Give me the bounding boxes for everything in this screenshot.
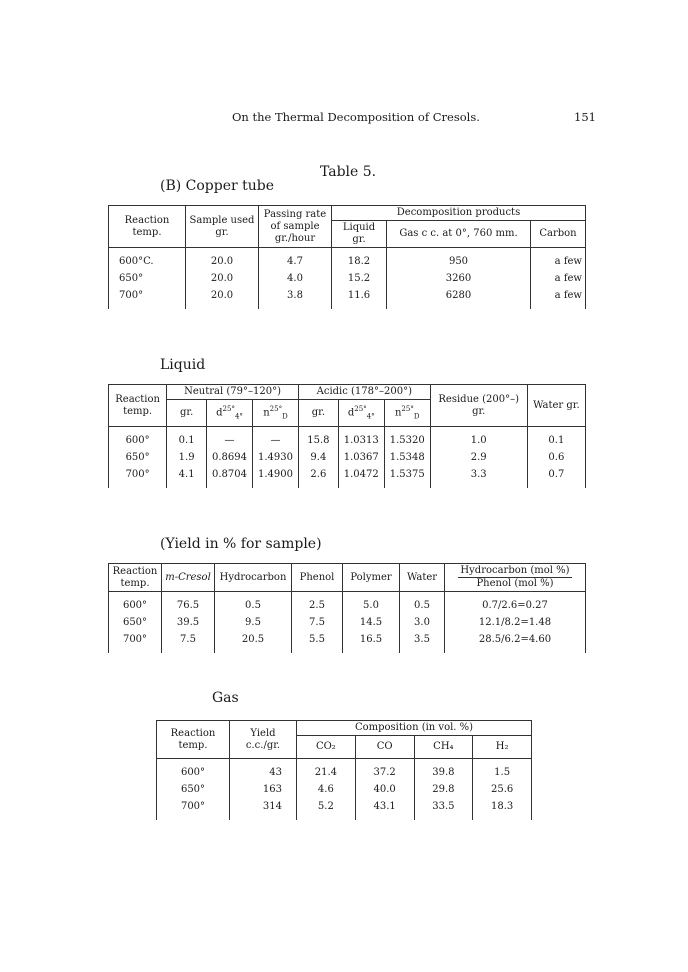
- col-header-ratio: Hydrocarbon (mol %) Phenol (mol %): [445, 564, 586, 592]
- liquid-title: Liquid: [160, 357, 206, 373]
- col-header-neutral-density: $d^{25^\circ}_{4^\circ}$: [207, 400, 253, 427]
- col-header-yield: Yield c.c./gr.: [230, 721, 297, 759]
- table-row: 700° 7.5 20.5 5.5 16.5 3.5 28.5/6.2=4.60: [109, 631, 586, 653]
- table-row: 700° 4.1 0.8704 1.4900 2.6 1.0472 1.5375 3.3 0.7: [109, 466, 586, 488]
- col-header-neutral: Neutral (79°–120°): [167, 385, 299, 400]
- col-header-acidic-refraction: $n^{25^\circ}_D$: [384, 400, 430, 427]
- col-header-polymer: Polymer: [343, 564, 400, 592]
- col-header-cresol: m-Cresol: [162, 564, 215, 592]
- col-header-sample: Sample used gr.: [186, 206, 259, 248]
- col-header-phenol: Phenol: [292, 564, 343, 592]
- col-header-water: Water: [400, 564, 445, 592]
- table-row: 600°C. 20.0 4.7 18.2 950 a few: [109, 248, 586, 271]
- yield-table: [108, 563, 586, 653]
- gas-title: Gas: [212, 690, 239, 706]
- col-header-reaction: Reaction temp.: [109, 206, 186, 248]
- col-header-decomposition: Decomposition products: [332, 206, 586, 221]
- col-header-co: CO: [355, 736, 414, 759]
- copper-tube-table: [108, 205, 586, 309]
- table-row: 700° 20.0 3.8 11.6 6280 a few: [109, 287, 586, 309]
- table-caption: Table 5.: [320, 164, 377, 180]
- yield-title: (Yield in % for sample): [160, 536, 322, 552]
- col-header-residue: Residue (200°–) gr.: [430, 385, 527, 427]
- col-header-h2: H₂: [473, 736, 532, 759]
- table-row: 650° 163 4.6 40.0 29.8 25.6: [157, 781, 532, 798]
- table-row: 650° 39.5 9.5 7.5 14.5 3.0 12.1/8.2=1.48: [109, 614, 586, 631]
- col-header-ch4: CH₄: [414, 736, 473, 759]
- col-header-acidic: Acidic (178°–200°): [298, 385, 430, 400]
- col-header-hydrocarbon: Hydrocarbon: [215, 564, 292, 592]
- col-header-co2: CO₂: [297, 736, 356, 759]
- col-header-reaction: Reaction temp.: [157, 721, 230, 759]
- table-row: 600° 0.1 — — 15.8 1.0313 1.5320 1.0 0.1: [109, 427, 586, 450]
- col-header-acidic-density: $d^{25^\circ}_{4^\circ}$: [338, 400, 384, 427]
- table-subtitle: (B) Copper tube: [160, 178, 275, 194]
- gas-table: [156, 720, 532, 820]
- running-header: On the Thermal Decomposition of Cresols.: [232, 110, 480, 124]
- table-row: 650° 20.0 4.0 15.2 3260 a few: [109, 270, 586, 287]
- col-header-passing: Passing rate of sample gr./hour: [259, 206, 332, 248]
- col-header-gas: Gas c c. at 0°, 760 mm.: [387, 221, 531, 248]
- liquid-table: [108, 384, 586, 488]
- col-header-neutral-refraction: $n^{25^\circ}_D$: [253, 400, 299, 427]
- col-header-liquid: Liquid gr.: [332, 221, 387, 248]
- col-header-composition: Composition (in vol. %): [297, 721, 532, 736]
- table-row: 700° 314 5.2 43.1 33.5 18.3: [157, 798, 532, 820]
- col-header-acidic-gr: gr.: [298, 400, 338, 427]
- col-header-reaction: Reaction temp.: [109, 385, 167, 427]
- col-header-neutral-gr: gr.: [167, 400, 207, 427]
- table-row: 600° 76.5 0.5 2.5 5.0 0.5 0.7/2.6=0.27: [109, 592, 586, 615]
- table-row: 650° 1.9 0.8694 1.4930 9.4 1.0367 1.5348 2.9 0.6: [109, 449, 586, 466]
- col-header-water: Water gr.: [527, 385, 585, 427]
- col-header-carbon: Carbon: [531, 221, 586, 248]
- col-header-reaction: Reaction temp.: [109, 564, 162, 592]
- table-row: 600° 43 21.4 37.2 39.8 1.5: [157, 759, 532, 782]
- page-number: 151: [574, 110, 596, 124]
